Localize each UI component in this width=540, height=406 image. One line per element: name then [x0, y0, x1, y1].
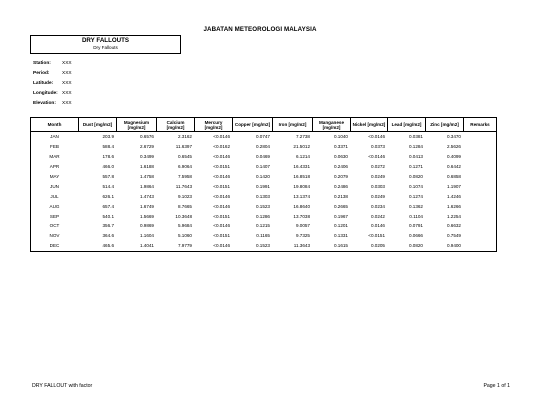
table-cell: 10.3648	[175, 213, 192, 219]
table-cell: <0.0146	[368, 134, 385, 140]
meta-value: XXX	[62, 91, 72, 96]
table-cell: 0.6545	[177, 154, 192, 160]
table-cell: 0.9400	[426, 241, 464, 251]
table-cell: 0.6576	[139, 134, 154, 140]
table-cell: <0.0151	[213, 233, 230, 239]
table-cell: 0.1523	[255, 203, 270, 209]
table-cell: 6.9064	[177, 164, 192, 170]
table-cell: 11.6397	[175, 144, 192, 150]
table-cell: 466.0	[102, 164, 114, 170]
table-cell: 0.2138	[333, 193, 348, 199]
report-subtitle: Dry Fallouts	[93, 45, 118, 50]
table-cell: 0.0242	[370, 213, 385, 219]
table-cell	[464, 132, 497, 142]
table-cell: 1.4758	[139, 174, 154, 179]
table-cell: AUG	[31, 201, 79, 211]
table-cell: MAY	[31, 172, 79, 182]
table-cell: 16.8640	[293, 203, 310, 209]
table-cell: SEP	[31, 211, 79, 221]
table-cell: 1.1907	[446, 183, 461, 189]
table-cell: 5.1060	[177, 233, 192, 239]
table-row	[31, 142, 497, 152]
table-cell: 0.0272	[370, 164, 385, 170]
table-cell: 0.1615	[313, 241, 351, 251]
table-cell: 364.6	[102, 233, 114, 239]
table-cell: <0.0146	[213, 154, 230, 160]
meta-label: Latitude:	[33, 81, 54, 86]
table-cell: 0.6632	[446, 223, 461, 229]
table-cell: 0.0205	[351, 241, 388, 251]
table-cell: <0.0151	[213, 183, 230, 189]
table-cell: 21.5012	[293, 144, 310, 150]
table-cell	[464, 162, 497, 172]
table-cell: 8.7665	[177, 203, 192, 209]
table-cell: 0.1407	[255, 164, 270, 170]
table-cell: 0.0747	[255, 134, 270, 140]
table-cell: <0.0162	[213, 144, 230, 150]
table-row	[31, 162, 497, 172]
column-header: Magnesium [mg/m2]	[117, 118, 157, 132]
table-cell: 13.7038	[293, 213, 310, 219]
column-header: Copper [mg/m2]	[233, 118, 273, 132]
table-cell	[464, 142, 497, 152]
table-cell: 356.7	[102, 223, 114, 229]
table-cell: 16.4331	[293, 164, 310, 170]
table-cell	[464, 172, 497, 182]
table-cell: 0.1074	[408, 183, 423, 189]
table-cell: 465.6	[79, 241, 117, 251]
footer-note: DRY FALLOUT with factor	[32, 383, 93, 389]
report-title-box	[30, 35, 181, 54]
table-cell: 0.1991	[255, 183, 270, 189]
column-header: Month	[31, 118, 79, 132]
table-cell: 0.1362	[408, 203, 423, 209]
table-cell: 0.1104	[409, 213, 423, 219]
table-row	[31, 241, 497, 251]
table-cell: 0.1201	[333, 223, 348, 229]
table-cell: <0.0151	[368, 233, 385, 239]
table-row	[31, 191, 497, 201]
table-cell: 0.1040	[333, 134, 348, 140]
table-cell: APR	[31, 162, 79, 172]
column-header: Nickel [mg/m2]	[351, 118, 388, 132]
table-cell: 7.9779	[157, 241, 195, 251]
table-cell: 0.2406	[333, 164, 348, 170]
report-title: DRY FALLOUTS	[81, 37, 130, 44]
column-header: Zinc [mg/m2]	[426, 118, 464, 132]
table-cell: 0.0820	[408, 174, 423, 179]
table-cell: MAR	[31, 152, 79, 162]
table-cell: <0.0146	[368, 154, 385, 160]
table-cell: 0.1967	[333, 213, 348, 219]
table-cell: 1.4041	[117, 241, 157, 251]
table-row	[31, 211, 497, 221]
table-cell: 203.9	[102, 134, 114, 140]
table-cell: 0.3371	[333, 144, 348, 150]
column-header: Calcium [mg/m2]	[157, 118, 195, 132]
table-cell: 0.0381	[408, 134, 423, 140]
table-cell: 0.0666	[408, 233, 423, 239]
table-cell: 1.5669	[139, 213, 154, 219]
table-cell: 0.3499	[139, 154, 154, 160]
table-cell	[464, 241, 497, 251]
table-row	[31, 221, 497, 231]
table-cell: 0.2079	[333, 174, 348, 179]
table-cell	[464, 211, 497, 221]
table-cell: 0.0791	[408, 223, 423, 229]
meta-label: Period:	[33, 71, 50, 76]
table-cell: 0.7549	[446, 233, 461, 239]
table-cell: 0.1286	[255, 213, 270, 219]
column-header: Remarks	[464, 118, 497, 132]
table-row	[31, 132, 497, 142]
table-cell: 0.1165	[256, 233, 270, 239]
column-header: Manganese [mg/m2]	[313, 118, 351, 132]
table-header-row	[31, 118, 497, 132]
table-cell: 11.3643	[273, 241, 313, 251]
table-cell: 6.1214	[295, 154, 310, 160]
table-cell: 0.2804	[255, 144, 270, 150]
table-row	[31, 172, 497, 182]
column-header: Dust [mg/m2]	[79, 118, 117, 132]
table-row	[31, 201, 497, 211]
table-cell: <0.0151	[213, 164, 230, 170]
table-cell: 5.9684	[177, 223, 192, 229]
table-cell: <0.0146	[195, 241, 233, 251]
table-cell: 7.2738	[295, 134, 310, 140]
table-cell	[464, 231, 497, 241]
table-cell: 626.1	[102, 193, 114, 199]
table-cell: 0.1303	[255, 193, 270, 199]
column-header: Mercury [mg/m2]	[195, 118, 233, 132]
table-cell: 0.0373	[370, 144, 385, 150]
table-cell: 13.1374	[293, 193, 310, 199]
table-row	[31, 231, 497, 241]
table-row	[31, 181, 497, 191]
table-cell: 0.0303	[370, 183, 385, 189]
table-cell: <0.0146	[213, 134, 230, 140]
table-cell: JUN	[31, 181, 79, 191]
table-cell: <0.0146	[213, 203, 230, 209]
table-cell: 16.8518	[293, 174, 310, 179]
table-cell: 1.4743	[139, 193, 154, 199]
table-cell: 0.0820	[388, 241, 426, 251]
table-cell: 9.7325	[295, 233, 310, 239]
table-cell: 0.0469	[255, 154, 270, 160]
table-cell: 11.7643	[175, 183, 192, 189]
table-cell: 0.6442	[446, 164, 461, 170]
table-cell: 19.8084	[293, 183, 310, 189]
page-number: Page 1 of 1	[483, 383, 510, 389]
table-cell: 1.2254	[446, 213, 461, 219]
table-cell: 0.6858	[446, 174, 461, 179]
table-cell: OCT	[31, 221, 79, 231]
meta-label: Station:	[33, 61, 51, 66]
table-cell: 0.1215	[255, 223, 270, 229]
table-cell: 0.1523	[233, 241, 273, 251]
table-cell: 540.1	[102, 213, 114, 219]
table-cell: NOV	[31, 231, 79, 241]
dry-fallout-table	[30, 117, 497, 252]
table-cell: 0.0413	[408, 154, 423, 160]
table-cell: 0.4099	[446, 154, 461, 160]
table-cell: 178.6	[102, 154, 114, 160]
table-cell: 557.8	[102, 174, 114, 179]
table-cell: 0.2665	[333, 203, 348, 209]
table-cell: 0.0249	[370, 193, 385, 199]
table-cell: 1.1604	[139, 233, 154, 239]
table-cell: 9.1023	[177, 193, 192, 199]
column-header: Lead [mg/m2]	[388, 118, 426, 132]
table-cell	[464, 152, 497, 162]
table-cell: 0.1284	[408, 144, 423, 150]
table-cell: 0.1331	[333, 233, 348, 239]
table-cell: 1.9864	[139, 183, 154, 189]
table-cell: <0.0146	[213, 193, 230, 199]
table-cell	[464, 181, 497, 191]
table-cell	[464, 221, 497, 231]
table-cell: 0.3470	[446, 134, 461, 140]
table-cell: 2.6729	[139, 144, 154, 150]
table-cell: JUL	[31, 191, 79, 201]
meta-label: Longitude:	[33, 91, 58, 96]
table-cell: 514.4	[102, 183, 114, 189]
table-cell: 9.0057	[295, 223, 310, 229]
meta-value: XXX	[62, 101, 72, 106]
table-cell: 1.6266	[446, 203, 461, 209]
table-cell: 0.1420	[255, 174, 270, 179]
table-cell: JAN	[31, 132, 79, 142]
table-cell: 0.9869	[139, 223, 154, 229]
table-cell	[464, 191, 497, 201]
table-row	[31, 152, 497, 162]
table-cell: 588.4	[102, 144, 114, 150]
table-cell: <0.0146	[213, 174, 230, 179]
table-cell: 7.5958	[177, 174, 192, 179]
table-cell: 0.1271	[408, 164, 423, 170]
meta-value: XXX	[62, 81, 72, 86]
organization-title: JABATAN METEOROLOGI MALAYSIA	[203, 26, 317, 33]
table-cell: 0.0146	[370, 223, 385, 229]
table-cell: 0.0234	[370, 203, 385, 209]
table-cell: 0.1274	[408, 193, 423, 199]
table-cell: 1.4246	[446, 193, 461, 199]
table-cell: 0.0630	[333, 154, 348, 160]
meta-value: XXX	[62, 71, 72, 76]
table-cell: 2.3162	[177, 134, 192, 140]
table-cell: 0.0249	[370, 174, 385, 179]
table-cell: 0.2486	[333, 183, 348, 189]
column-header: Iron [mg/m2]	[273, 118, 313, 132]
table-cell	[464, 201, 497, 211]
meta-label: Elevation:	[33, 101, 56, 106]
table-cell: 1.6188	[139, 164, 154, 170]
table-cell: DEC	[31, 241, 79, 251]
table-cell: 1.6749	[139, 203, 154, 209]
table-cell: FEB	[31, 142, 79, 152]
meta-value: XXX	[62, 61, 72, 66]
table-cell: <0.0146	[213, 223, 230, 229]
table-cell: 2.5626	[446, 144, 461, 150]
table-cell: 657.4	[102, 203, 114, 209]
table-cell: <0.0151	[213, 213, 230, 219]
